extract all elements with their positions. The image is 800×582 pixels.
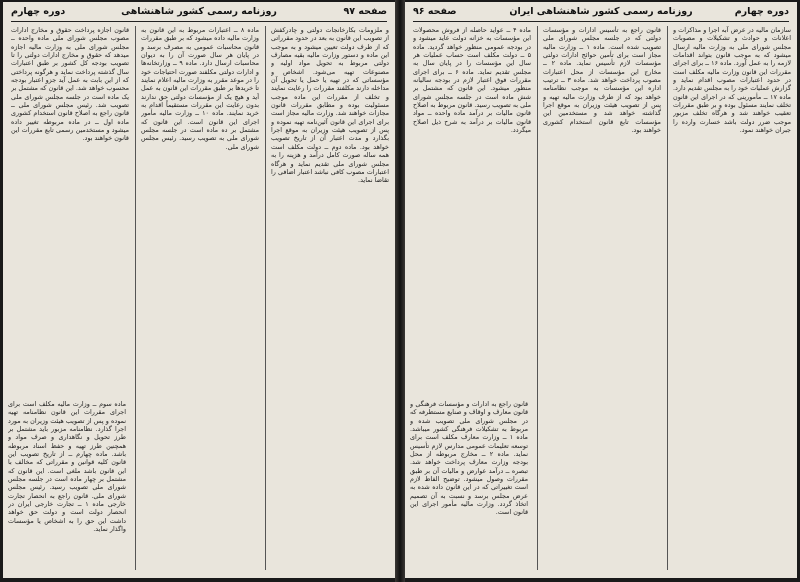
right-column-3: ماده ۴ ــ عواید حاصله از فروش محصولات این مؤسسات به خزانه دولت عاید میشود و در بودجه عمومی منظور خواهد گردید. ماده ۵ ــ دولت مکلف است حساب عملیات هر سال این مؤسسات را در پایان سال به مجلس تقدیم نماید. ماده ۶ ــ برای اجرای مقررات فوق اعتبار لازم در بودجه سالیانه منظور میشود. این قانون که مشتمل بر شش ماده است در جلسه مجلس شورای ملی به تصویب رسید. قانون مربوط به اصلاح قانون مالیات بر درآمد ماده واحده ــ مواد قانون مالیات بر درآمد به شرح ذیل اصلاح میگردد. [413, 26, 531, 135]
left-column-3: قانون اجازه پرداخت حقوق و مخارج ادارات مصوب مجلس شورای ملی ماده واحده ــ مجلس شورای ملی به وزارت مالیه اجازه میدهد که حقوق و مخارج ادارات دولتی را تا تصویب بودجه کل کشور بر طبق اعتبارات سال گذشته پرداخت نماید و هرگونه پرداختی که از این بابت به عمل آید جزو اعتبار بودجه محسوب خواهد شد. این قانون که مشتمل بر یک ماده است در جلسه مجلس شورای ملی تصویب شد. رئیس مجلس شورای ملی ــ قانون راجع به اصلاح قانون استخدام کشوری ماده اول ــ در ماده مربوطه تغییر داده میشود و مستخدمین رسمی تابع مقررات این قانون خواهند بود. [11, 26, 129, 143]
left-column-2: ماده ۸ ــ اعتبارات مربوط به این قانون به وزارت مالیه داده میشود که بر طبق مقررات قانون محاسبات عمومی به مصرف برسد و در پایان هر سال صورت آن را به دیوان محاسبات ارسال دارد. ماده ۹ ــ وزارتخانه‌ها و ادارات دولتی مکلفند صورت احتیاجات خود را در موعد مقرر به وزارت مالیه اعلام نمایند تا خریدها بر طبق مقررات این قانون به عمل آید و هیچ یک از مؤسسات دولتی حق ندارند بدون رعایت این مقررات مستقیماً اقدام به خرید نمایند. ماده ۱۰ ــ وزارت مالیه مأمور اجرای این قانون است. این قانون که مشتمل بر ده ماده است در جلسه مجلس شورای ملی به تصویب رسید. رئیس مجلس شورای ملی. [141, 26, 259, 151]
left-column-1: و ملزومات بکارخانجات دولتی و چادرکفش از تصویب این قانون به بعد در حدود مقرراتی که از طرف دولت تعیین میشود و به موجب این ماده و دستور وزارت مالیه بقیه مصارف دولتی مربوط به تحویل مواد اولیه و مصنوعات تهیه می‌شود. اشخاص و مؤسساتی که در تهیه یا حمل یا تحویل آن مداخله دارند مکلفند مقررات را رعایت نمایند و تخلف از مقررات این ماده موجب مسئولیت بوده و مطابق مقررات قانون مجازات خواهند شد. وزارت مالیه مجاز است برای اجرای این قانون آئین‌نامه تهیه نموده و پس از تصویب هیئت وزیران به موقع اجرا بگذارد و مدت اعتبار آن از تاریخ تصویب خواهد بود. ماده دوم ــ دولت مکلف است همه ساله صورت کامل درآمد و هزینه را به مجلس شورای ملی تقدیم نماید و هرگاه اعتبارات مصوب کافی نباشد اعتبار اضافی را تقاضا نماید. [271, 26, 389, 185]
right-page-issue: دوره چهارم [734, 6, 789, 17]
right-page-continuation: قانون راجع به ادارات و مؤسسات فرهنگی و قانون معارف و اوقاف و صنایع مستظرفه که در مجلس شورای ملی تصویب شده و مربوط به تشکیلات فرهنگی کشور میباشد. ماده ۱ ــ وزارت معارف مکلف است برای توسعه تعلیمات عمومی مدارس لازم تأسیس نماید. ماده ۲ ــ مخارج مربوطه از محل بودجه وزارت معارف پرداخت خواهد شد. تبصره ــ درآمد عوارض و مالیات آن بر طبق مقررات وصول میشود. توضیح الفاظ لازم است تغییراتی که در این قانون داده شده به عرض مجلس برسد و نسبت به آن تصمیم اتخاذ گردد. وزارت مالیه مأمور اجرای این قانون است. [410, 400, 528, 570]
left-page-continuation: ماده سوم ــ وزارت مالیه مکلف است برای اجرای مقررات این قانون نظامنامه تهیه نموده و پس از تصویب هیئت وزیران به مورد اجرا گذارد. نظامنامه مزبور باید مشتمل بر طرز تحویل و نگاهداری و صرف مواد و همچنین طرز تهیه و حفظ اسناد مربوطه باشد. ماده چهارم ــ از تاریخ تصویب این قانون کلیه قوانین و مقرراتی که مخالف با این قانون باشد ملغی است. این قانون که مشتمل بر چهار ماده است در جلسه مجلس شورای ملی تصویب رسید. رئیس مجلس شورای ملی. قانون راجع به انحصار تجارت خارجی ماده ۱ ــ تجارت خارجی ایران در انحصار دولت است و دولت حق خواهد داشت این حق را به اشخاص یا مؤسسات واگذار نماید. [8, 400, 126, 570]
right-column-1: سازمان مالیه در عرض آبه اجرا و مذاکرات و اعلانات و حوادث و تشکیلات و مصوبات مجلس شورای ملی به وزارت مالیه ارسال میشود که به موجب قانون بتواند اقدامات لازمه را به عمل آورد. ماده ۱۶ ــ برای اجرای مقررات این قانون وزارت مالیه مکلف است در حدود اعتبارات مصوب اقدام نماید و گزارش عملیات خود را به مجلس تقدیم دارد. ماده ۱۷ ــ مأمورینی که در اجرای این قانون تخلف نمایند مسئول بوده و بر طبق مقررات تعقیب خواهند شد و هرگاه تخلف مزبور موجب ضرر دولت باشد خسارت وارده را جبران خواهند نمود. [673, 26, 791, 135]
book-gutter [395, 0, 405, 582]
left-header-rule [11, 21, 387, 22]
right-column-divider [537, 26, 538, 570]
right-header-rule [413, 21, 789, 22]
right-column-divider [667, 26, 668, 570]
right-column-2: قانون راجع به تأسیس ادارات و مؤسسات دولتی که در جلسه مجلس شورای ملی تصویب شده است. ماده ۱ ــ وزارت مالیه مجاز است برای تأمین حوائج ادارات دولتی مؤسسات لازم تأسیس نماید. ماده ۲ ــ مخارج این مؤسسات از محل اعتبارات مصوب پرداخت خواهد شد. ماده ۳ ــ ترتیب اداره این مؤسسات به موجب نظامنامه خواهد بود که از طرف وزارت مالیه تهیه و پس از تصویب هیئت وزیران به موقع اجرا گذاشته خواهد شد و مستخدمین این مؤسسات تابع قانون استخدام کشوری خواهند بود. [543, 26, 661, 135]
left-column-divider [265, 26, 266, 570]
right-page-number: صفحه ۹۶ [413, 6, 457, 17]
left-column-divider [135, 26, 136, 570]
left-page-issue: دوره چهارم [11, 6, 66, 17]
left-page-title: روزنامه رسمی کشور شاهنشاهی [121, 6, 277, 17]
right-page-header [413, 6, 789, 20]
right-page-title: روزنامه رسمی کشور شاهنشاهی ایران [509, 6, 693, 17]
left-page-header [11, 6, 387, 20]
left-page-number: صفحه ۹۷ [343, 6, 387, 17]
